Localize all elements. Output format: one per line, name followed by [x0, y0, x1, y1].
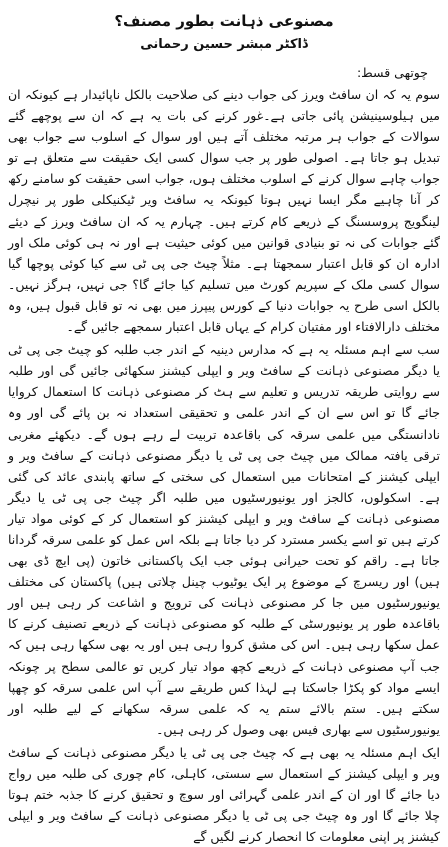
article-title: مصنوعی ذہانت بطور مصنف؟: [114, 12, 334, 30]
paragraph: سب سے اہم مسئلہ یہ ہے کہ مدارس دینیہ کے اندر جب طلبہ کو چیٹ جی پی ٹی یا دیگر مصنوعی ذہانت کے سافٹ ویر و ایپلی کیشنز سکھائی جائیں گی اور طلبہ سے روایتی طریقہ تدریس و تعلیم سے ہٹ کر مصنوعی ذہانت کا استعمال کروایا جائے گا تو اس سے ان کے اندر علمی و تحقیقی استعداد نہ بن پائے گی اور وہ نادانستگی میں علمی سرقہ کی باقاعدہ تربیت لے رہے ہوں گے۔ دیکھئے مغربی ترقی یافتہ ممالک میں چیٹ جی پی ٹی یا دیگر مصنوعی ذہانت کے سافٹ ویر و ایپلی کیشنز کے امتحانات میں استعمال کی سختی کے ساتھ پابندی عائد کی گئی ہے۔ اسکولوں، کالجز اور یونیورسٹیوں میں طلبہ اگر چیٹ جی پی ٹی یا دیگر مصنوعی ذہانت کے سافٹ ویر و ایپلی کیشنز کو استعمال کر کے کوئی مواد تیار کرتے ہیں تو اسے یکسر مسترد کر دیا جاتا ہے بلکہ اس عمل کو علمی سرقہ گردانا جاتا ہے۔ راقم کو تحت حیرانی ہوئی جب ایک پاکستانی خاتون (پی ایچ ڈی بھی ہیں) اور ریسرچ کے موضوع پر ایک یوٹیوب چینل چلاتی ہیں) پاکستان کی مختلف یونیورسٹیوں میں جا کر مصنوعی ذہانت کی ترویج و اشاعت کر رہی ہیں اور باقاعدہ طور پر یونیورسٹی کے طلبہ کو مصنوعی ذہانت کے ذریعے تصنیف کرنے کا عمل سکھا رہی ہیں۔ اس کی مشق کروا رہی ہیں اور یہ بھی سکھا رہی ہیں کہ جب آپ مصنوعی ذہانت کے ذریعے کچھ مواد تیار کریں تو عالمی سطح پر چونکہ ایسے مواد کو پکڑا جاسکتا ہے لہذا کس طریقے سے آپ اس علمی سرقہ کو چھپا سکتے ہیں۔ ستم بالائے ستم یہ کہ علمی سرقہ سکھانے کے لیے طلبہ اور یونیورسٹیوں سے بھاری فیس بھی وصول کر رہی ہیں۔: [8, 342, 440, 737]
paragraph: ایک اہم مسئلہ یہ بھی ہے کہ چیٹ جی پی ٹی یا دیگر مصنوعی ذہانت کے سافٹ ویر و ایپلی کیشنز کے استعمال سے سستی، کاہلی، کام چوری کی طلبہ میں رواج دیا جائے گا اور ان کے اندر علمی گہرائی اور سوچ و تحقیق کرنے کا جذبہ ختم ہوتا چلا جائے گا اور وہ چیٹ جی پی ٹی یا دیگر مصنوعی ذہانت کے سافٹ ویر و ایپلی کیشنز پر اپنی معلومات کا انحصار کرنے لگیں گے: [8, 744, 440, 845]
article-author: ڈاکٹر مبشر حسین رحمانی: [140, 37, 308, 52]
paragraph: سوم یہ کہ ان سافٹ ویرز کی جواب دینے کی صلاحیت بالکل ناپائیدار ہے کیونکہ ان میں ہیلوسینیشن پائی جاتی ہے۔غور کرنے کی بات یہ ہے کہ ان سے پوچھے گئے سوالات کے جواب ہر مرتبہ مختلف آتے ہیں اور سوال کے اسلوب سے جواب بھی تبدیل ہو جاتا ہے۔ اصولی طور پر جب سوال کسی ایک حقیقت سے متعلق ہے تو جواب چاہے سوال کرنے کے اسلوب مختلف ہوں، جواب اسی حقیقت کو سامنے رکھ کر آنا چاہیے مگر ایسا نہیں ہوتا کیونکہ یہ سافٹ ویر ٹیکنیکلی طور پر نیچرل لینگویج پروسسنگ کے ذریعے کام کرتے ہیں۔ چہارم یہ کہ ان سافٹ ویرز کے دیئے گئے جوابات کی نہ تو بنیادی قوانین میں کوئی حیثیت ہے اور نہ ہی کوئی ملک اور ادارہ ان کو قابل اعتبار سمجھتا ہے۔ مثلاً چیٹ جی پی ٹی سے کیا کوئی پوچھا گیا سوال کسی ملک کے سپریم کورٹ میں تسلیم کیا جائے گا؟ جی نہیں، ہرگز نہیں۔ بالکل اسی طرح یہ جوابات دنیا کے کورس پیپرز میں بھی نہ تو قابل قبول ہیں، وہ مختلف دارالافتاء اور مفتیان کرام کے یہاں قابل اعتبار سمجھے جائیں گے۔: [8, 87, 440, 335]
installment-label: چوتھی قسط:: [356, 65, 428, 80]
